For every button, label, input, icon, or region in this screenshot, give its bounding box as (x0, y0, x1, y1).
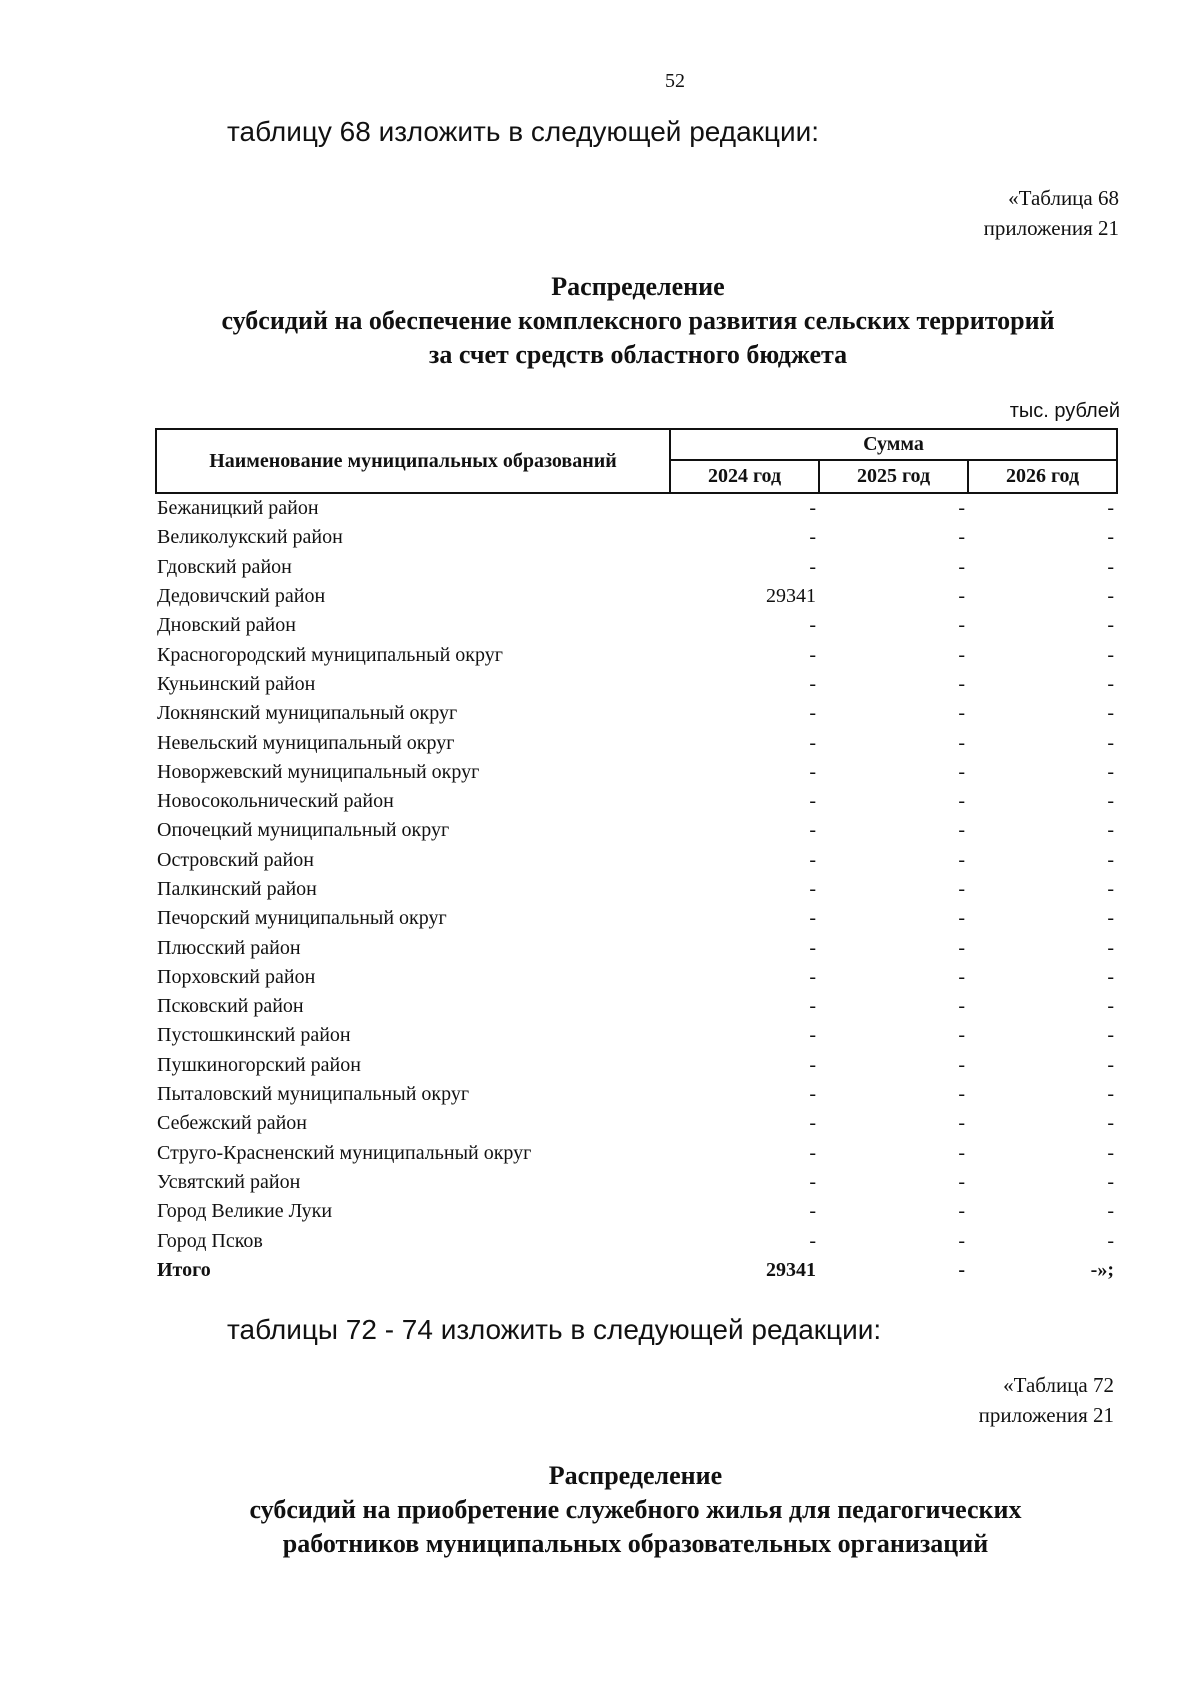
table-72-reference (714, 1370, 1114, 1430)
value-2024: - (809, 555, 816, 578)
value-2024: - (809, 497, 816, 520)
value-2026: - (1107, 672, 1114, 695)
value-2026: - (1107, 790, 1114, 813)
row-name: Город Великие Луки (157, 1200, 333, 1223)
heading-1-line2: субсидий на обеспечение комплексного развития сельских территорий (221, 306, 1055, 335)
row-name: Бежаницкий район (157, 497, 319, 520)
row-name: Себежский район (157, 1112, 307, 1135)
table-row (156, 640, 1117, 669)
table-row (156, 1021, 1117, 1050)
table-row (156, 1168, 1117, 1197)
table-row (156, 1051, 1117, 1080)
table-row (156, 758, 1117, 787)
row-name: Красногородский муниципальный округ (157, 643, 503, 666)
value-2026: - (1107, 1200, 1114, 1223)
table-row (156, 875, 1117, 904)
heading-1-line1: Распределение (551, 272, 725, 301)
table-72-heading (148, 1459, 1123, 1561)
table-row (156, 992, 1117, 1021)
value-2025: - (958, 1170, 965, 1193)
heading-2-line3: работников муниципальных образовательных организаций (282, 1529, 989, 1558)
value-2026: - (1107, 497, 1114, 520)
row-name: Новоржевский муниципальный округ (157, 760, 480, 783)
row-name: Локнянский муниципальный округ (157, 702, 458, 725)
value-2026: - (1107, 614, 1114, 637)
table-68-ref-line2: приложения 21 (983, 216, 1119, 240)
value-2024: - (809, 526, 816, 549)
row-name: Пустошкинский район (157, 1024, 351, 1047)
header-municipality: Наименование муниципальных образований (156, 429, 670, 493)
table-row (156, 1080, 1117, 1109)
table-row (156, 728, 1117, 757)
value-2025: - (958, 526, 965, 549)
value-2026: - (1107, 1053, 1114, 1076)
row-name: Струго-Красненский муниципальный округ (157, 1141, 532, 1164)
value-2024: - (809, 1083, 816, 1106)
header-year-2026: 2026 год (968, 460, 1117, 493)
value-2025: - (958, 790, 965, 813)
value-2024: - (809, 1200, 816, 1223)
value-2024: - (809, 936, 816, 959)
value-2025: - (958, 848, 965, 871)
value-2026: - (1107, 555, 1114, 578)
value-2025: - (958, 965, 965, 988)
value-2026: - (1107, 760, 1114, 783)
value-2026: - (1107, 936, 1114, 959)
value-2026: - (1107, 848, 1114, 871)
row-name: Невельский муниципальный округ (157, 731, 455, 754)
value-2025: - (958, 1141, 965, 1164)
row-name: Порховский район (157, 965, 316, 988)
value-2026: - (1107, 995, 1114, 1018)
row-name: Великолукский район (157, 526, 343, 549)
row-name: Гдовский район (157, 555, 292, 578)
table-row (156, 1226, 1117, 1255)
value-2025: - (958, 614, 965, 637)
value-2025: - (958, 1258, 965, 1281)
value-2025: - (958, 585, 965, 608)
value-2024: - (809, 1053, 816, 1076)
table-68-heading (148, 270, 1128, 372)
row-name: Плюсский район (157, 936, 301, 959)
row-name: Пушкиногорский район (157, 1053, 361, 1076)
row-name: Куньинский район (157, 672, 316, 695)
value-2026: -»; (1090, 1258, 1114, 1281)
table-row (156, 493, 1117, 523)
row-name: Палкинский район (157, 878, 317, 900)
table-row (156, 1139, 1117, 1168)
table-row (156, 670, 1117, 699)
value-2024: - (809, 760, 816, 783)
value-2025: - (958, 555, 965, 578)
value-2025: - (958, 643, 965, 666)
table-row (156, 1109, 1117, 1138)
value-2025: - (958, 1200, 965, 1223)
table-68-reference (719, 183, 1119, 243)
value-2024: - (809, 1024, 816, 1047)
row-name: Опочецкий муниципальный округ (157, 819, 450, 842)
subsidy-table (155, 428, 1118, 1285)
value-2024: - (809, 848, 816, 871)
value-2026: - (1107, 878, 1114, 900)
value-2024: - (809, 731, 816, 754)
table-total-row (156, 1256, 1117, 1285)
table-row (156, 933, 1117, 962)
row-name: Итого (157, 1258, 211, 1281)
row-name: Печорский муниципальный округ (157, 907, 447, 930)
value-2024: - (809, 702, 816, 725)
table-body (156, 493, 1117, 1285)
value-2026: - (1107, 1083, 1114, 1106)
value-2024: - (809, 878, 816, 900)
header-sum: Сумма (670, 429, 1117, 460)
value-2024: - (809, 819, 816, 842)
value-2025: - (958, 497, 965, 520)
value-2025: - (958, 819, 965, 842)
table-row (156, 963, 1117, 992)
value-2026: - (1107, 1112, 1114, 1135)
value-2024: - (809, 614, 816, 637)
value-2025: - (958, 1083, 965, 1106)
table-row (156, 846, 1117, 875)
value-2026: - (1107, 965, 1114, 988)
value-2024: - (809, 1141, 816, 1164)
value-2024: - (809, 790, 816, 813)
table-row (156, 904, 1117, 933)
row-name: Островский район (157, 848, 314, 871)
row-name: Город Псков (157, 1229, 263, 1252)
value-2026: - (1107, 819, 1114, 842)
value-2025: - (958, 1112, 965, 1135)
value-2025: - (958, 731, 965, 754)
table-row (156, 523, 1117, 552)
value-2026: - (1107, 1229, 1114, 1252)
value-2024: 29341 (766, 1258, 816, 1281)
value-2025: - (958, 907, 965, 930)
value-2024: - (809, 643, 816, 666)
value-2024: 29341 (766, 585, 816, 608)
table-68-ref-line1: «Таблица 68 (1008, 186, 1119, 210)
value-2024: - (809, 1229, 816, 1252)
row-name: Усвятский район (157, 1170, 301, 1193)
value-2024: - (809, 672, 816, 695)
value-2025: - (958, 702, 965, 725)
value-2024: - (809, 1170, 816, 1193)
value-2025: - (958, 995, 965, 1018)
table-72-ref-line1: «Таблица 72 (1003, 1373, 1114, 1397)
value-2025: - (958, 1024, 965, 1047)
row-name: Новосокольнический район (157, 790, 394, 813)
value-2026: - (1107, 731, 1114, 754)
header-year-2025: 2025 год (819, 460, 968, 493)
row-name: Пыталовский муниципальный округ (157, 1083, 470, 1106)
table-row (156, 1197, 1117, 1226)
value-2025: - (958, 1053, 965, 1076)
row-name: Псковский район (157, 995, 304, 1018)
value-2026: - (1107, 1170, 1114, 1193)
value-2025: - (958, 760, 965, 783)
row-name: Дновский район (157, 614, 296, 637)
instruction-tables-72-74: таблицы 72 - 74 изложить в следующей редакции: (227, 1314, 882, 1345)
row-name: Дедовичский район (157, 585, 326, 608)
value-2026: - (1107, 702, 1114, 725)
value-2026: - (1107, 1024, 1114, 1047)
table-row (156, 553, 1117, 582)
table-row (156, 816, 1117, 845)
value-2024: - (809, 1112, 816, 1135)
units-label: тыс. рублей (1009, 400, 1120, 422)
table-row (156, 699, 1117, 728)
value-2026: - (1107, 1141, 1114, 1164)
header-year-2024: 2024 год (670, 460, 819, 493)
table-row (156, 611, 1117, 640)
heading-2-line1: Распределение (548, 1461, 723, 1490)
heading-1-line3: за счет средств областного бюджета (428, 340, 848, 369)
value-2024: - (809, 965, 816, 988)
value-2025: - (958, 878, 965, 900)
value-2026: - (1107, 907, 1114, 930)
value-2026: - (1107, 526, 1114, 549)
heading-2-line2: субсидий на приобретение служебного жилья для педагогических (249, 1495, 1022, 1524)
value-2025: - (958, 672, 965, 695)
value-2025: - (958, 1229, 965, 1252)
value-2025: - (958, 936, 965, 959)
value-2026: - (1107, 643, 1114, 666)
table-row (156, 582, 1117, 611)
instruction-table-68: таблицу 68 изложить в следующей редакции: (227, 116, 820, 147)
table-72-ref-line2: приложения 21 (978, 1403, 1114, 1427)
value-2026: - (1107, 585, 1114, 608)
page-number: 52 (665, 70, 685, 92)
table-row (156, 787, 1117, 816)
value-2024: - (809, 995, 816, 1018)
value-2024: - (809, 907, 816, 930)
